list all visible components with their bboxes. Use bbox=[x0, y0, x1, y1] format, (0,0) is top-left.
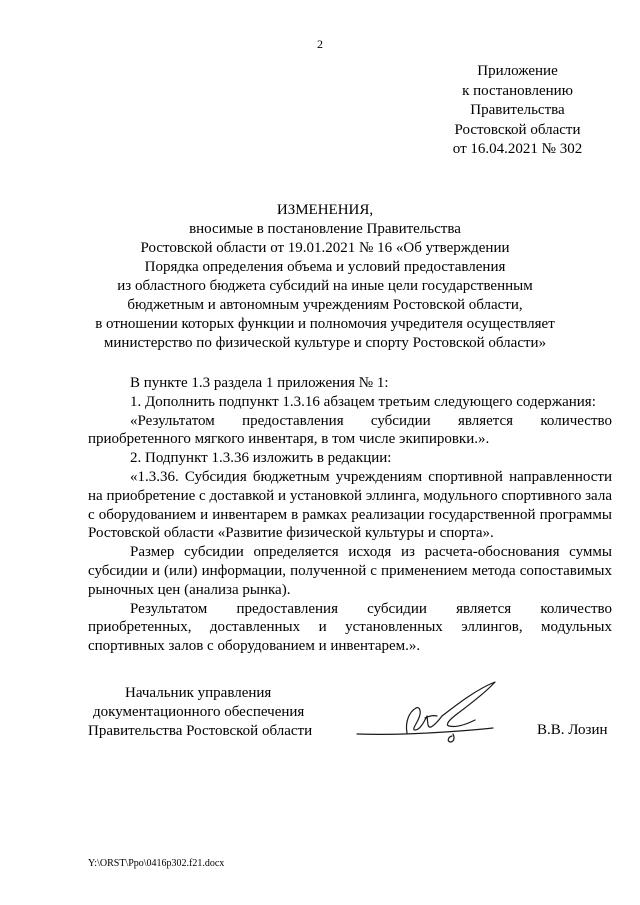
title-line: министерство по физической культуре и спорту Ростовской области» bbox=[103, 335, 547, 351]
handwritten-signature bbox=[345, 678, 505, 748]
appendix-line: Приложение bbox=[477, 63, 558, 79]
title-line: из областного бюджета субсидий на иные цели государственным bbox=[117, 278, 533, 294]
body-paragraph: 1. Дополнить подпункт 1.3.16 абзацем третьим следующего содержания: bbox=[130, 393, 596, 410]
signer-name: В.В. Лозин bbox=[537, 722, 608, 738]
body-paragraph: «Результатом предоставления субсидии является количество приобретенного мягкого инвентаря, в том числе экипировки.». bbox=[88, 412, 612, 448]
position-line: документационного обеспечения bbox=[93, 704, 305, 720]
appendix-line: к постановлению bbox=[462, 82, 573, 99]
title-line: Ростовской области от 19.01.2021 № 16 «Об утверждении bbox=[140, 240, 510, 256]
signatory-position bbox=[88, 684, 312, 741]
position-line: Начальник управления bbox=[125, 685, 272, 701]
body-paragraph: Размер субсидии определяется исходя из расчета-обоснования суммы субсидии и (или) информации, полученной с применением метода сопоставимых рыночных цен (анализа рынка). bbox=[88, 544, 612, 598]
body-paragraph: 2. Подпункт 1.3.36 изложить в редакции: bbox=[130, 450, 392, 467]
body-paragraph: В пункте 1.3 раздела 1 приложения № 1: bbox=[130, 375, 389, 391]
title-line: в отношении которых функции и полномочия учредителя осуществляет bbox=[95, 316, 555, 332]
body-paragraph: Результатом предоставления субсидии является количество приобретенных, доставленных и установленных эллингов, модульных спортивных залов с оборудованием и инвентарем.». bbox=[88, 600, 612, 655]
appendix-line: Правительства bbox=[470, 102, 565, 118]
body-paragraph: «1.3.36. Субсидия бюджетным учреждениям спортивной направленности на приобретение с доставкой и установкой эллинга, модульного спортивного зала с оборудованием и инвентарем в рамках реализации государственной программы Ростовской области «Развитие физической культуры и спорта». bbox=[88, 468, 612, 542]
title-heading: ИЗМЕНЕНИЯ, bbox=[276, 202, 374, 218]
title-line: Порядка определения объема и условий предоставления bbox=[144, 259, 506, 275]
title-line: вносимые в постановление Правительства bbox=[189, 221, 461, 237]
page-number: 2 bbox=[317, 37, 323, 51]
appendix-reference bbox=[430, 62, 605, 160]
appendix-line: Ростовской области bbox=[454, 121, 581, 138]
document-body bbox=[88, 374, 612, 656]
document-title bbox=[60, 201, 590, 353]
position-line: Правительства Ростовской области bbox=[88, 723, 313, 739]
title-line: бюджетным и автономным учреждениям Ростовской области, bbox=[127, 297, 523, 313]
file-path: Y:\ORST\Ppo\0416p302.f21.docx bbox=[88, 858, 225, 869]
appendix-line: от 16.04.2021 № 302 bbox=[452, 141, 583, 157]
